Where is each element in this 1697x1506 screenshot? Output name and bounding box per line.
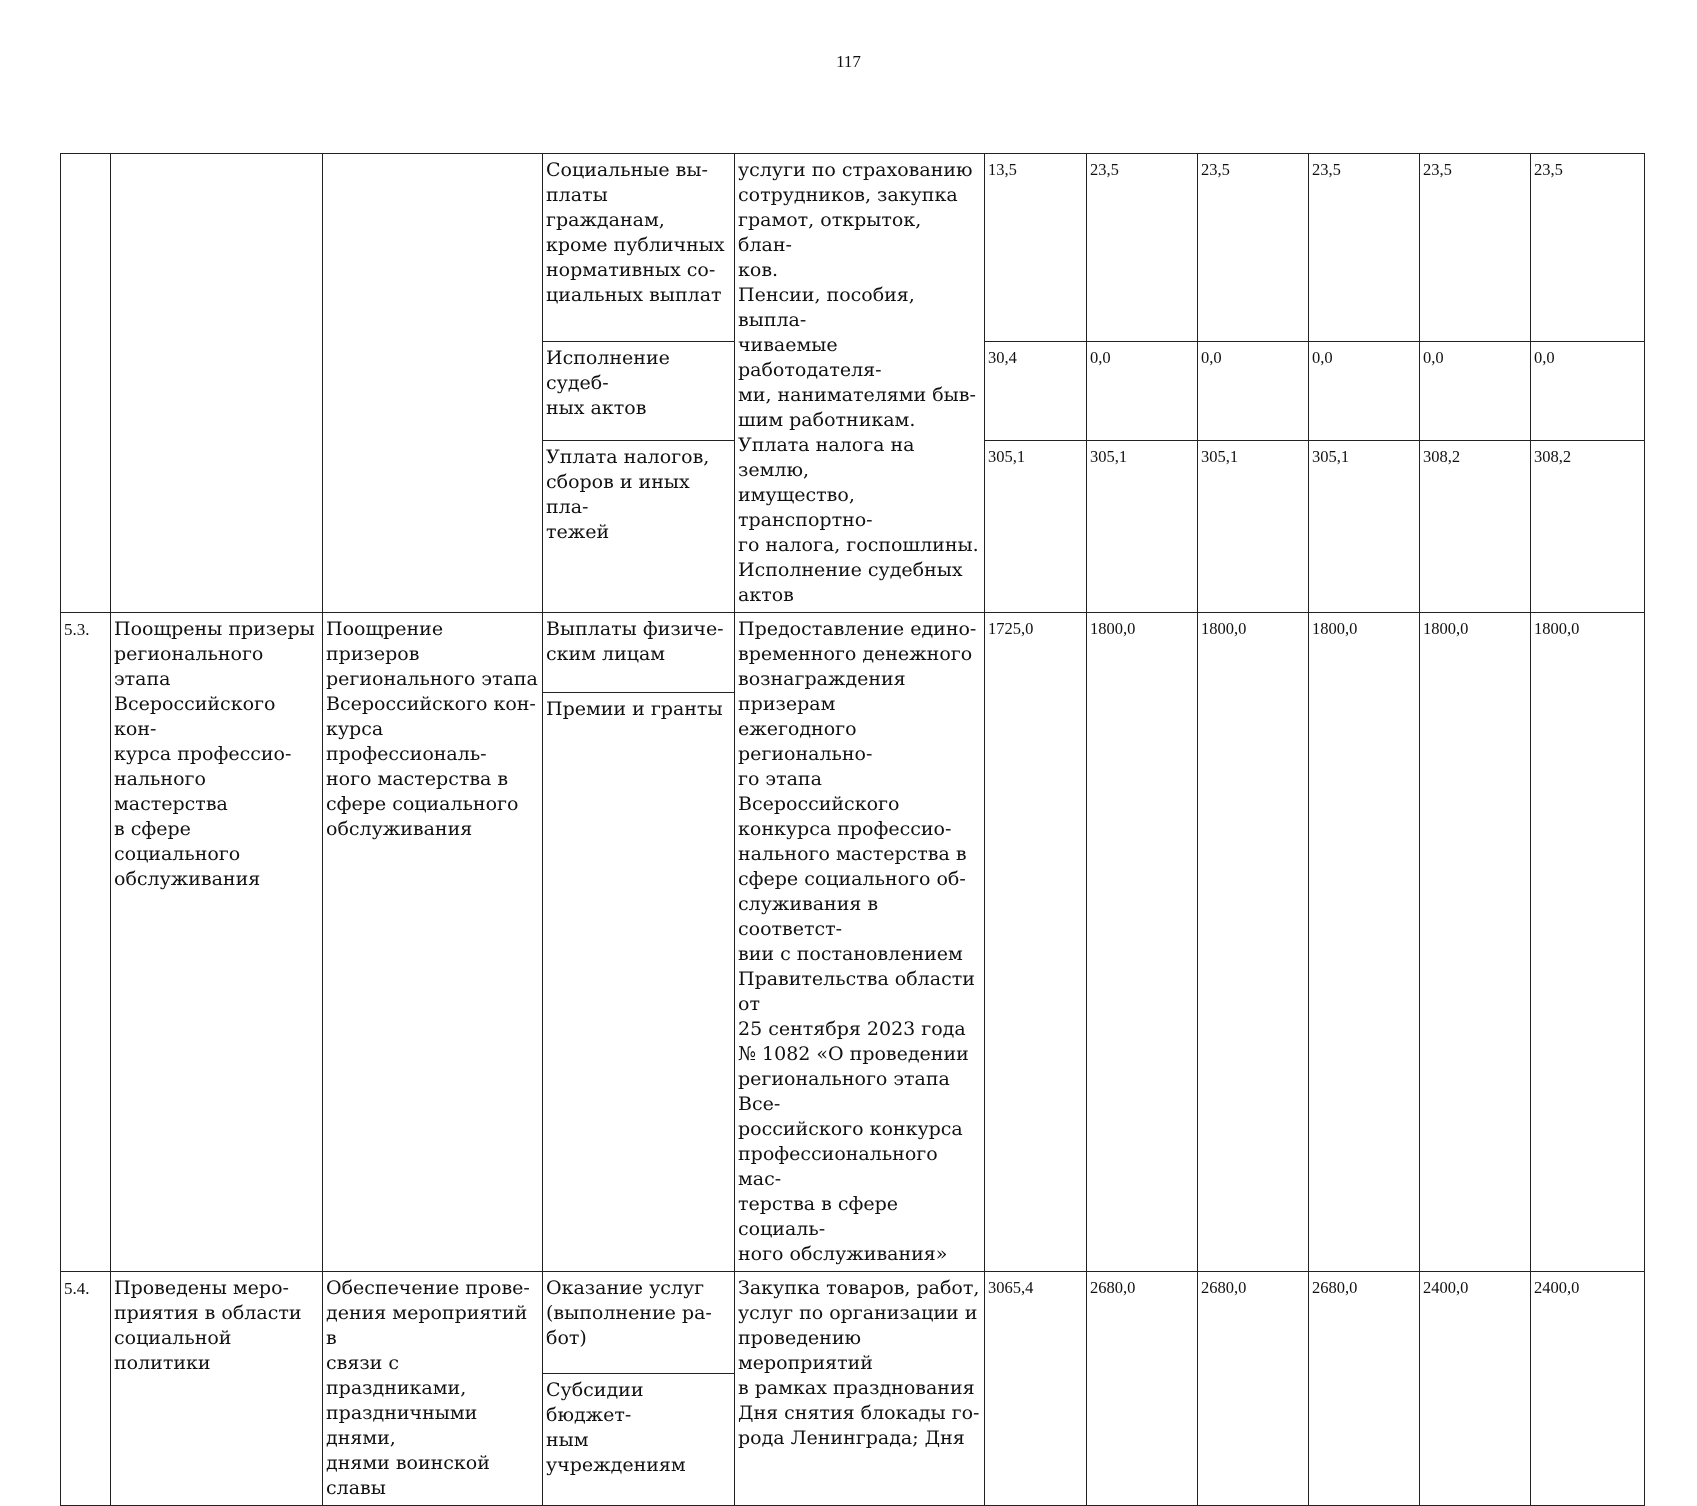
value-cell: 2680,0 [1087,1272,1198,1506]
value-cell: 23,5 [1198,154,1309,342]
value-cell: 2680,0 [1198,1272,1309,1506]
value-cell: 1800,0 [1309,613,1420,1272]
value-cell: 1800,0 [1087,613,1198,1272]
payment-type-cell: Уплата налогов, сборов и иных пла- тежей [543,440,735,612]
index-cell: 5.4. [61,1272,111,1506]
activity-cell: Обеспечение прове- дения мероприятий в связи с праздниками, праздничными днями, днями воинской славы [323,1272,543,1506]
payment-type-cell: Социальные вы- платы гражданам, кроме публичных нормативных со- циальных выплат [543,154,735,342]
value-cell: 0,0 [1420,341,1531,440]
description-cell: Закупка товаров, работ, услуг по организации и проведению мероприятий в рамках празднования Дня снятия блокады го- рода Ленинграда; Дня [735,1272,985,1506]
activity-cell: Поощрение призеров регионального этапа Всероссийского кон- курса профессиональ- ного мастерства в сфере социального обслуживания [323,613,543,1272]
value-cell: 305,1 [1198,440,1309,612]
result-cell: Проведены меро- приятия в области социальной политики [111,1272,323,1506]
value-cell: 2400,0 [1531,1272,1645,1506]
payment-type-cell: Субсидии бюджет- ным учреждениям [543,1373,735,1505]
value-cell: 0,0 [1309,341,1420,440]
value-cell: 305,1 [985,440,1087,612]
value-cell: 305,1 [1309,440,1420,612]
activity-cell [323,154,543,613]
payment-type-cell: Оказание услуг (выполнение ра- бот) [543,1272,735,1374]
value-cell: 13,5 [985,154,1087,342]
value-cell: 23,5 [1420,154,1531,342]
result-cell: Поощрены призеры регионального этапа Всероссийского кон- курса профессио- нального мастерства в сфере социального обслуживания [111,613,323,1272]
payment-type-cell: Премии и гранты [543,692,735,1272]
table-row [61,154,1645,342]
description-cell: Предоставление едино- временного денежного вознаграждения призерам ежегодного регионально- го этапа Всероссийского конкурса профессио- нального мастерства в сфере социального об- служивания в соответст- вии с постановлением Правительства области от 25 сентября 2023 года № 1082 «О проведении регионального этапа Все- российского конкурса профессионального мас- терства в сфере социаль- ного обслуживания» [735,613,985,1272]
value-cell: 305,1 [1087,440,1198,612]
table-row [61,1272,1645,1374]
description-cell: услуги по страхованию сотрудников, закупка грамот, открыток, блан- ков. Пенсии, пособия, выпла- чиваемые работодателя- ми, нанимателями быв- шим работникам. Уплата налога на землю, имущество, транспортно- го налога, госпошлины. Исполнение судебных актов [735,154,985,613]
value-cell: 23,5 [1531,154,1645,342]
value-cell: 308,2 [1531,440,1645,612]
value-cell: 1800,0 [1420,613,1531,1272]
value-cell: 1800,0 [1531,613,1645,1272]
value-cell: 1800,0 [1198,613,1309,1272]
value-cell: 1725,0 [985,613,1087,1272]
page-number: 117 [836,52,861,71]
payment-type-cell: Исполнение судеб- ных актов [543,341,735,440]
value-cell: 308,2 [1420,440,1531,612]
result-cell [111,154,323,613]
value-cell: 0,0 [1198,341,1309,440]
value-cell: 0,0 [1087,341,1198,440]
index-cell: 5.3. [61,613,111,1272]
value-cell: 3065,4 [985,1272,1087,1506]
value-cell: 2400,0 [1420,1272,1531,1506]
budget-table [60,153,1645,1506]
payment-type-cell: Выплаты физиче- ским лицам [543,613,735,693]
value-cell: 23,5 [1309,154,1420,342]
value-cell: 2680,0 [1309,1272,1420,1506]
index-cell [61,154,111,613]
value-cell: 23,5 [1087,154,1198,342]
table-row [61,613,1645,693]
value-cell: 0,0 [1531,341,1645,440]
value-cell: 30,4 [985,341,1087,440]
